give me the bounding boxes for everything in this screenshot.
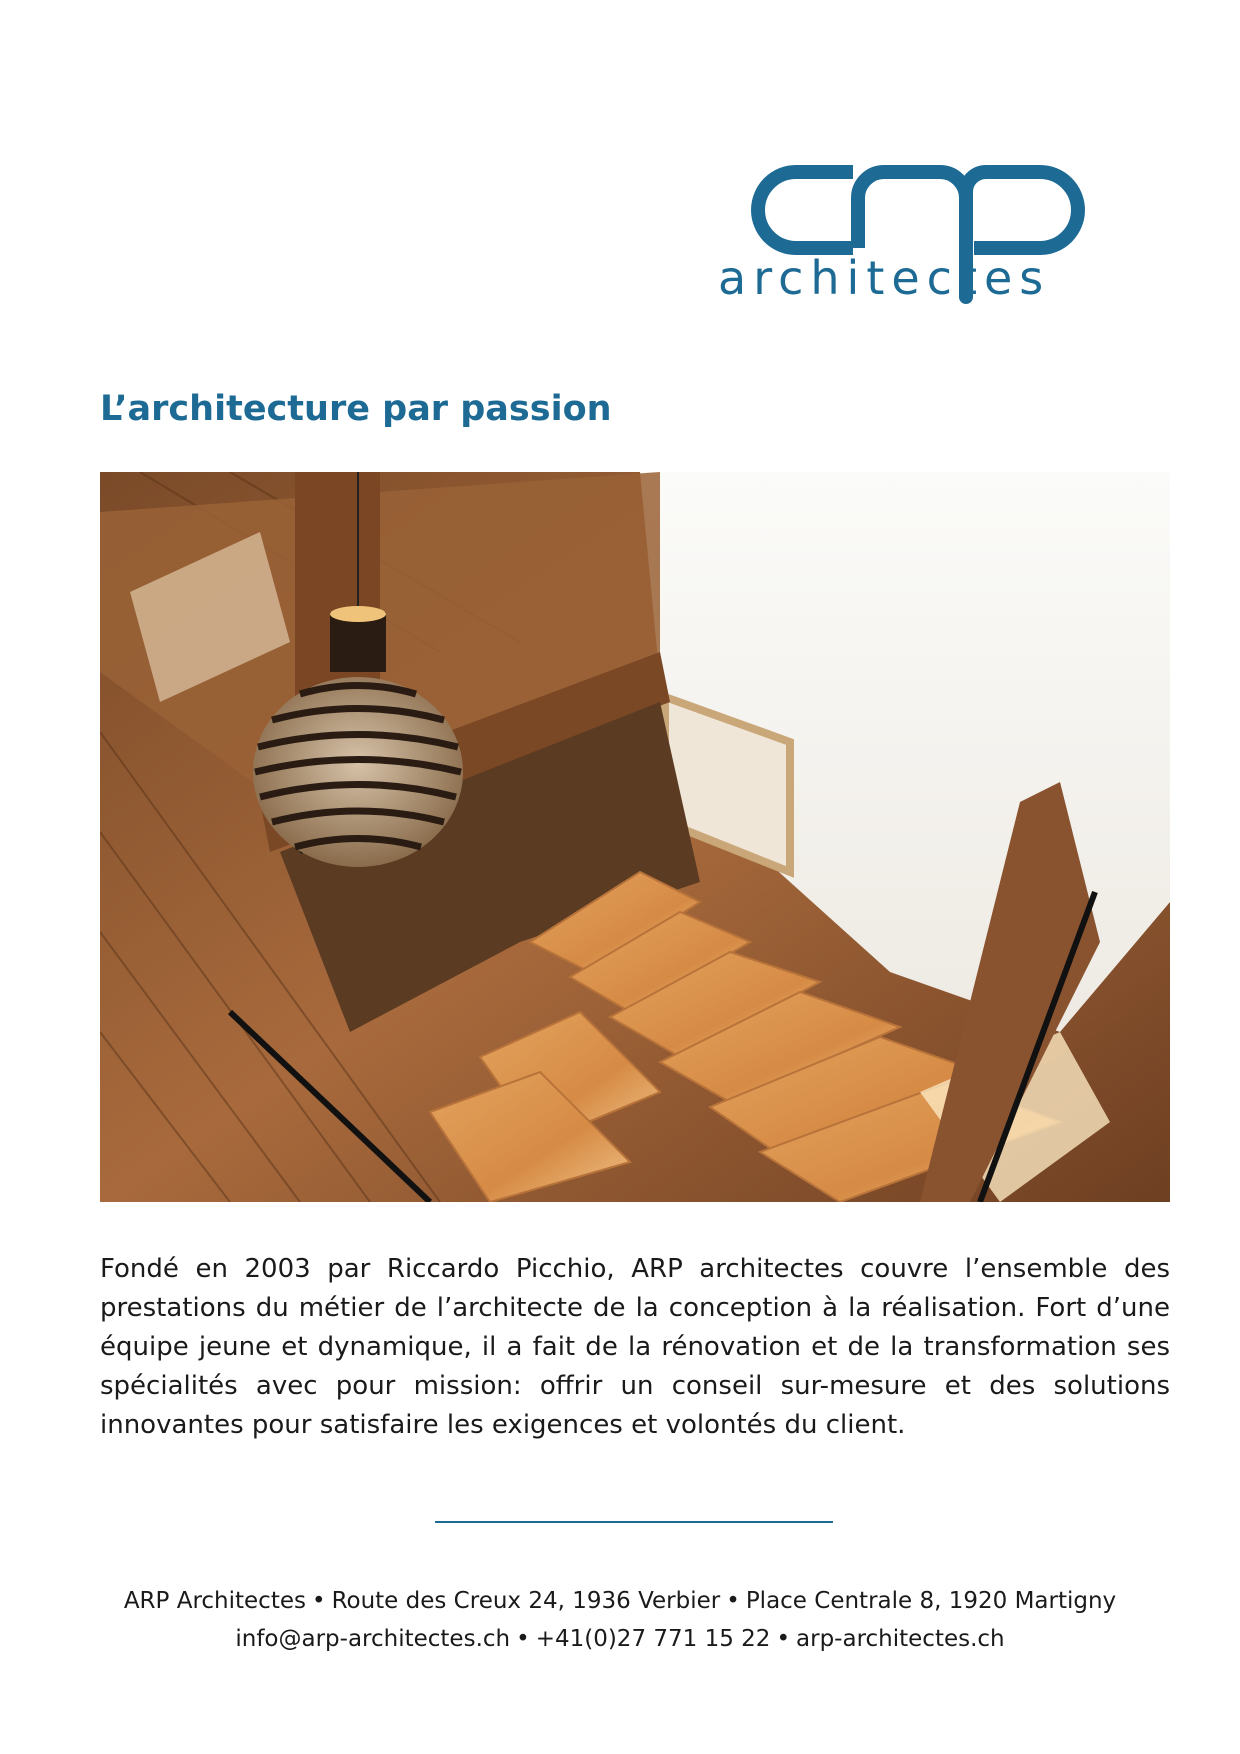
section-divider bbox=[435, 1521, 833, 1523]
footer-contacts bbox=[60, 1626, 1180, 1652]
footer-email[interactable]: info@arp-architectes.ch bbox=[235, 1626, 511, 1652]
footer-addresses bbox=[60, 1588, 1180, 1614]
footer-separator: • bbox=[516, 1626, 530, 1652]
staircase-photo bbox=[100, 472, 1170, 1202]
footer-company: ARP Architectes bbox=[123, 1588, 306, 1614]
footer-website[interactable]: arp-architectes.ch bbox=[796, 1626, 1005, 1652]
footer-phone[interactable]: +41(0)27 771 15 22 bbox=[535, 1626, 771, 1652]
footer-separator: • bbox=[311, 1588, 326, 1614]
logo-wordmark: architectes bbox=[718, 251, 1051, 305]
page-headline: L’architecture par passion bbox=[100, 389, 612, 429]
footer-address-martigny: Place Centrale 8, 1920 Martigny bbox=[745, 1588, 1117, 1614]
footer-address-verbier: Route des Creux 24, 1936 Verbier bbox=[331, 1588, 721, 1614]
footer-separator: • bbox=[726, 1588, 740, 1614]
company-description: Fondé en 2003 par Riccardo Picchio, ARP architectes couvre l’ensemble des prestations du métier de l’architecte de la conception à la réalisation. Fort d’une équipe jeune et dynamique, il a fait de la rénovation et de la transformation ses spécialités avec pour mission: offrir un conseil sur-mesure et des solutions innovantes pour satisfaire les exigences et volontés du client. bbox=[100, 1254, 1170, 1440]
footer-separator: • bbox=[776, 1626, 791, 1652]
